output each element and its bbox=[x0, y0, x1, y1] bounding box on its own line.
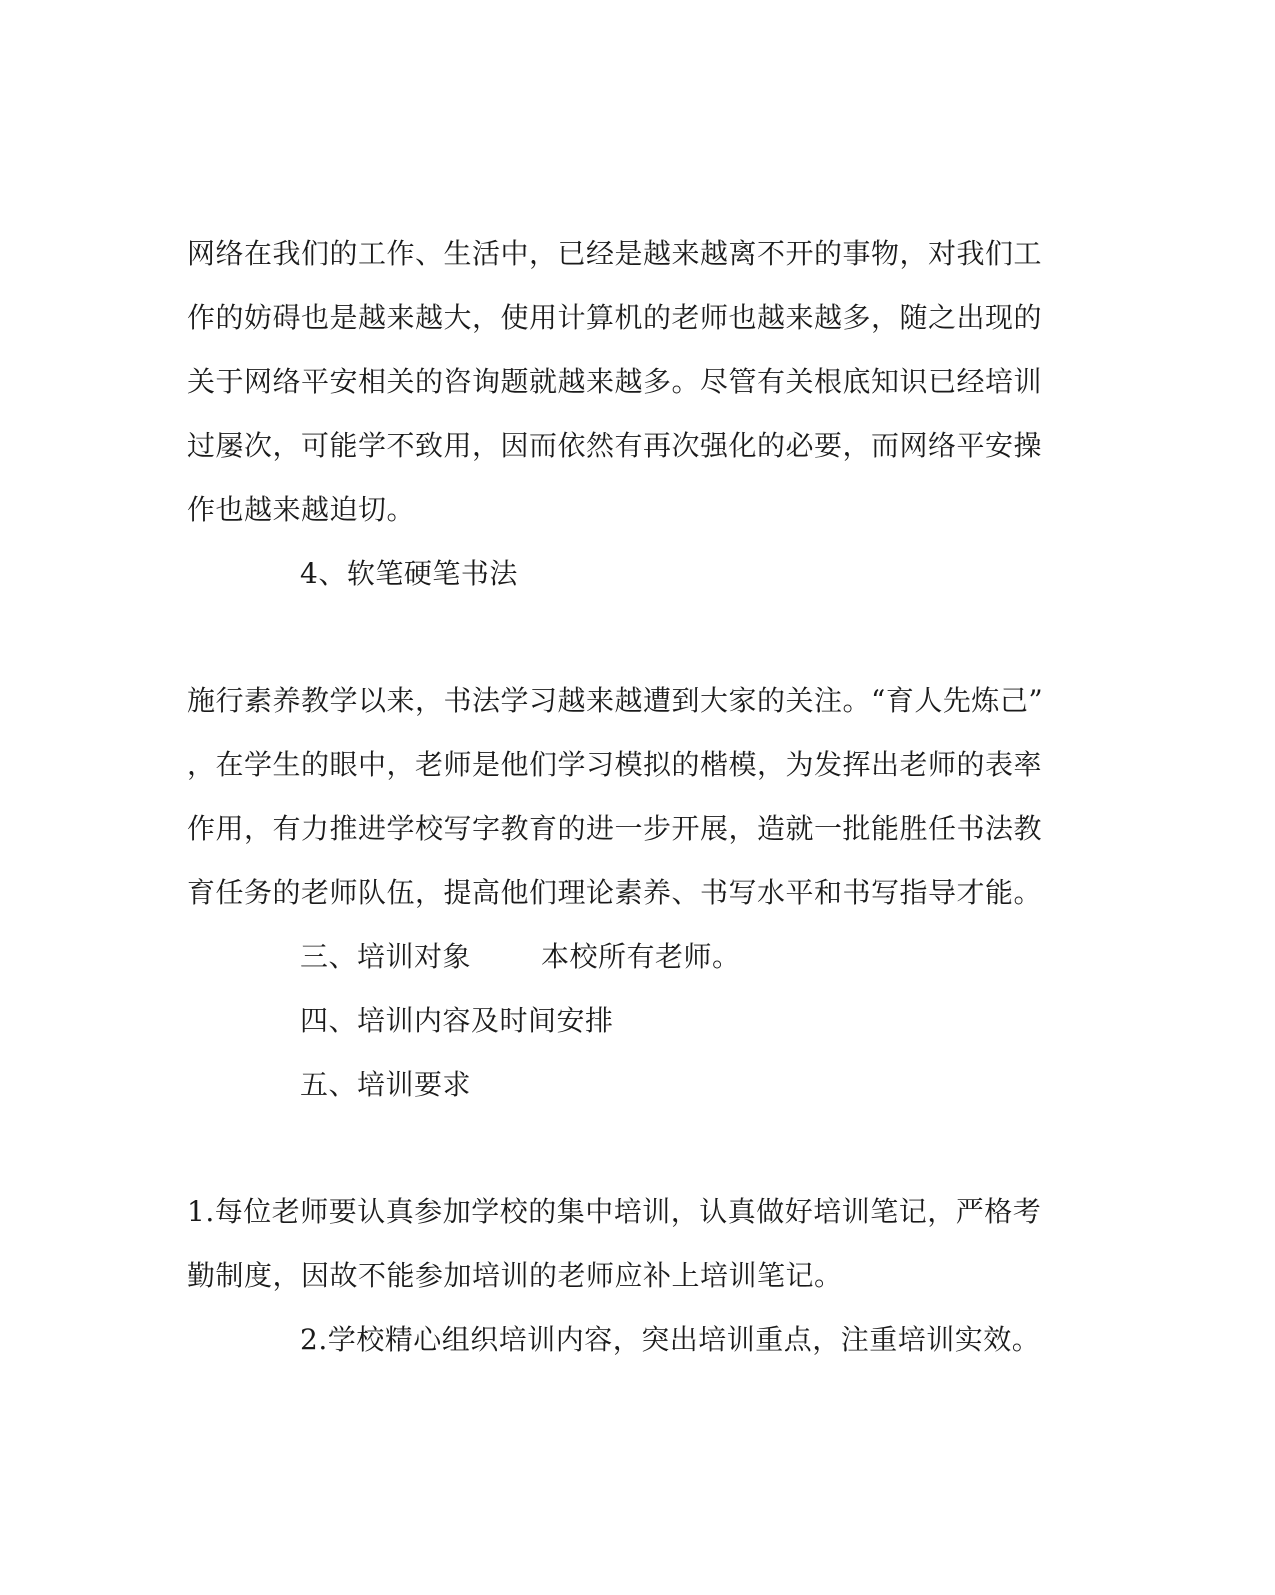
section-5-heading: 五、培训要求 bbox=[300, 1068, 472, 1101]
requirement-1-line-1: 1.每位老师要认真参加学校的集中培训，认真做好培训笔记，严格考 bbox=[187, 1195, 1042, 1228]
paragraph-network-line-1: 网络在我们的工作、生活中，已经是越来越离不开的事物，对我们工 bbox=[187, 237, 1043, 270]
heading-calligraphy: 4、软笔硬笔书法 bbox=[300, 557, 518, 590]
section-3-line bbox=[300, 937, 741, 977]
paragraph-calligraphy-line-1: 施行素养教学以来，书法学习越来越遭到大家的关注。“育人先炼己” bbox=[187, 684, 1044, 717]
section-3-content: 本校所有老师。 bbox=[541, 940, 741, 973]
requirement-1-line-2: 勤制度，因故不能参加培训的老师应补上培训笔记。 bbox=[187, 1259, 843, 1292]
paragraph-calligraphy-line-4: 育任务的老师队伍，提高他们理论素养、书写水平和书写指导才能。 bbox=[187, 876, 1043, 909]
section-4-heading: 四、培训内容及时间安排 bbox=[300, 1004, 614, 1037]
paragraph-calligraphy-line-2: ，在学生的眼中，老师是他们学习模拟的楷模，为发挥出老师的表率 bbox=[187, 748, 1043, 781]
paragraph-calligraphy-line-3: 作用，有力推进学校写字教育的进一步开展，造就一批能胜任书法教 bbox=[187, 812, 1043, 845]
requirement-2: 2.学校精心组织培训内容，突出培训重点，注重培训实效。 bbox=[300, 1323, 1041, 1356]
paragraph-network-line-4: 过屡次，可能学不致用，因而依然有再次强化的必要，而网络平安操 bbox=[187, 429, 1043, 462]
paragraph-network-line-2: 作的妨碍也是越来越大，使用计算机的老师也越来越多，随之出现的 bbox=[187, 301, 1043, 334]
paragraph-network-line-5: 作也越来越迫切。 bbox=[187, 493, 416, 526]
paragraph-network-line-3: 关于网络平安相关的咨询题就越来越多。尽管有关根底知识已经培训 bbox=[187, 365, 1043, 398]
section-3-heading: 三、培训对象 bbox=[300, 940, 472, 973]
